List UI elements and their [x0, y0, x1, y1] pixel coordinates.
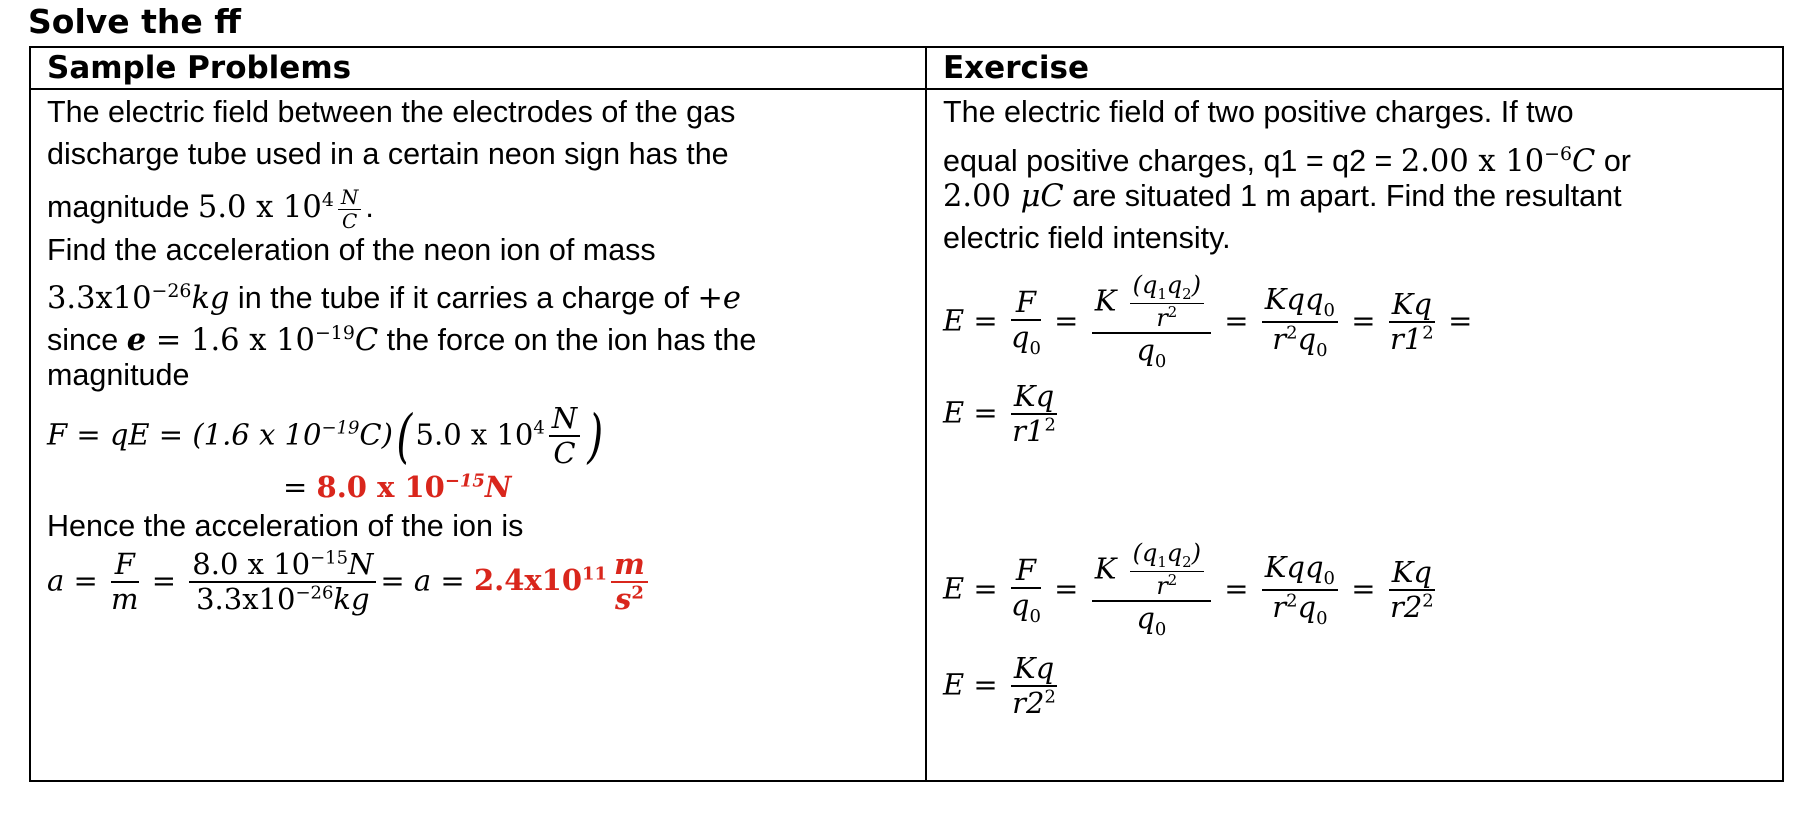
acceleration-equation: a = $\frac{F}{m}$ = $\frac{8.0 x 10^{-15}N}{3.3x10^{-26}kg}$ = $a = 2.4x10^{11}$ $\frac{m}{s^2}$ [47, 548, 652, 617]
header-sample-problems: Sample Problems [47, 50, 352, 86]
field-magnitude: 5.0 x $10^4$ [197, 189, 334, 226]
field-equation-2: E = $\frac{F}{q_0}$ = K $\frac{(q_1q_2)}{r^2}$ $q_0$ = Kqq$_0$ $r^2q_0$ = $\frac{Kq}{r2^2}$ [943, 539, 1434, 641]
left-line-2: discharge tube used in a certain neon sign has the [47, 137, 729, 171]
field-equation-1: E = $\frac{F}{q_0}$ = K $\frac{(q_1q_2)}{r^2}$ $q_0$ = Kqq$_0$ $r^2q_0$ = $\frac{Kq}{r1^2}$ = [943, 271, 1473, 373]
left-line-3: magnitude 5.0 x $10^4$ $\frac{N}{C}$ . [47, 184, 374, 233]
left-line-7: magnitude [47, 358, 190, 392]
unit-fraction: $\frac{N}{C}$ [338, 186, 362, 233]
right-line-4: electric field intensity. [943, 221, 1231, 255]
right-line-2: equal positive charges, q1 = q2 = 2.00 x $10^{-6}C$ or [943, 143, 1631, 180]
left-line-6: since e = 1.6 x $10^{-19}C$ the force on the ion has the [47, 322, 757, 359]
field-result-2: E = $\frac{Kq}{r2^2}$ [943, 651, 1056, 721]
left-line-4: Find the acceleration of the neon ion of mass [47, 233, 656, 267]
header-divider [31, 88, 1782, 90]
right-line-1: The electric field of two positive charges. If two [943, 95, 1574, 129]
left-line-8: Hence the acceleration of the ion is [47, 509, 524, 543]
force-result: = 8.0 x $10^{-15}N$ [283, 470, 512, 504]
right-line-3: 2.00 μC are situated 1 m apart. Find the resultant [943, 179, 1622, 214]
column-divider [925, 48, 927, 780]
force-equation: F = qE = (1.6 x $10^{-19}C$)( 5.0 x $10^4$ $\frac{N}{C}$ ) [47, 401, 604, 471]
page-title: Solve the ff [28, 2, 242, 41]
left-line-5: $3.3x10^{-26}kg$ in the tube if it carries a charge of +e [47, 280, 741, 317]
problems-table [29, 46, 1784, 782]
field-result-1: E = $\frac{Kq}{r1^2}$ [943, 379, 1056, 449]
left-line-1: The electric field between the electrodes of the gas [47, 95, 736, 129]
header-exercise: Exercise [943, 50, 1089, 86]
